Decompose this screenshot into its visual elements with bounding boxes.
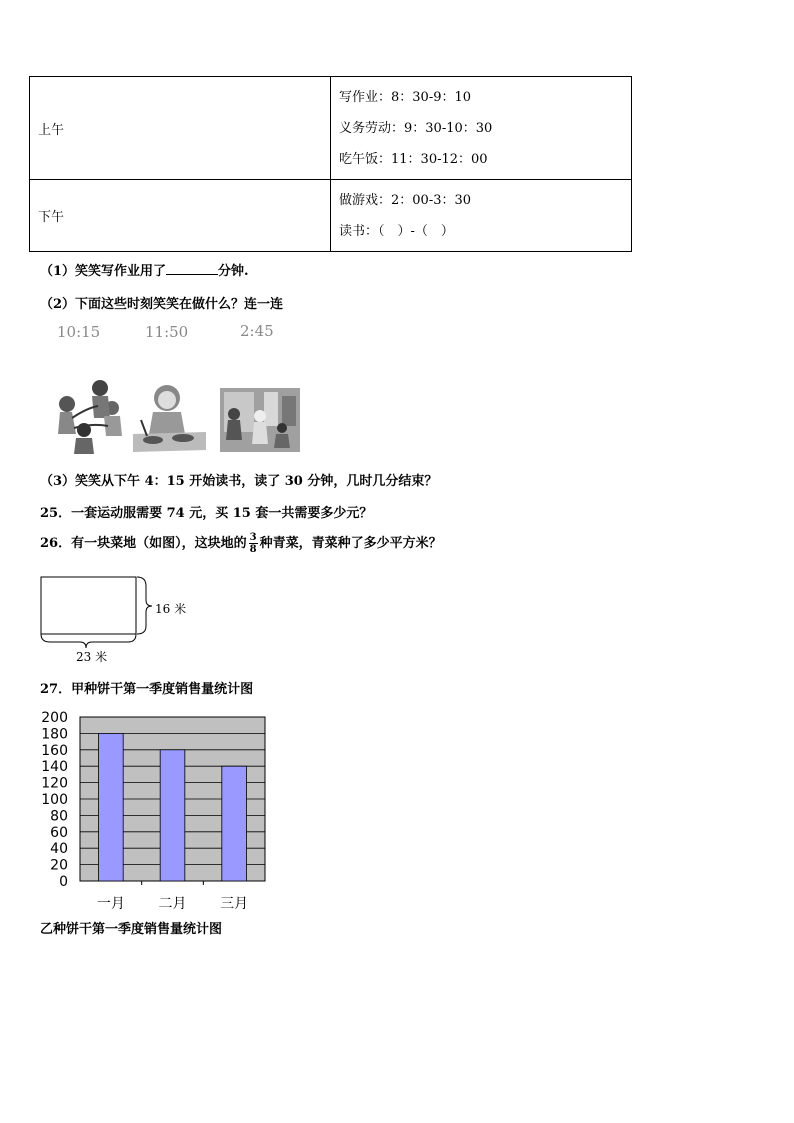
field-diagram [36,572,196,664]
bar-1 [99,733,124,881]
question-26: 26．有一块菜地（如图），这块地的 $\frac{3}{8}$ 种青菜，青菜种了多少平方米？ [40,532,442,555]
question-27-title: 27．甲种饼干第一季度销售量统计图 [40,682,254,697]
question-2: （2）下面这些时刻笑笑在做什么？连一连 [40,297,284,312]
activity-games: 做游戏：2：00-3：30 [339,192,472,208]
x-tick-label: 三月 [220,896,249,912]
x-tick-label: 一月 [96,896,125,912]
y-tick-label: 0 [59,874,68,890]
fraction: $\frac{3}{8}$ [249,532,257,555]
question-3: （3）笑笑从下午 4：15 开始读书，读了 30 分钟，几时几分结束？ [40,474,438,489]
morning-label: 上午 [30,77,331,180]
reading-room-illustration [220,388,300,452]
caption-yi-chart: 乙种饼干第一季度销售量统计图 [40,922,223,937]
question-1: （1）笑笑写作业用了 分钟. [40,264,249,279]
time-245: 2:45 [240,322,274,340]
activity-homework: 写作业：8：30-9：10 [339,89,472,105]
bar-3 [222,766,247,881]
time-1150: 11:50 [145,323,189,341]
y-tick-label: 80 [50,808,68,825]
answer-blank[interactable] [166,262,218,275]
y-tick-label: 200 [41,710,68,726]
activity-labor: 义务劳动：9：30-10：30 [339,120,493,136]
morning-activities [331,77,632,180]
activity-lunch: 吃午饭：11：30-12：00 [339,151,488,167]
y-tick-label: 100 [41,792,68,808]
children-playing-illustration [52,378,128,456]
afternoon-activities [331,180,632,252]
time-1015: 10:15 [57,323,101,341]
y-tick-label: 40 [50,841,68,858]
y-tick-label: 20 [50,857,68,874]
y-tick-label: 120 [41,775,68,792]
eating-meal-illustration [133,380,206,452]
question-25: 25．一套运动服需要 74 元，买 15 套一共需要多少元？ [40,506,373,521]
afternoon-label: 下午 [30,180,331,252]
activity-reading: 读书：（ ）-（ ） [339,223,454,239]
x-tick-label: 二月 [158,896,187,912]
height-label: 16 米 [155,602,187,616]
bar-2 [160,750,185,881]
y-tick-label: 180 [41,726,68,743]
y-tick-label: 140 [41,759,68,776]
y-tick-label: 160 [41,742,68,759]
schedule-table [29,76,632,252]
y-tick-label: 60 [50,824,68,841]
sales-bar-chart [30,705,275,915]
width-label: 23 米 [76,650,108,664]
